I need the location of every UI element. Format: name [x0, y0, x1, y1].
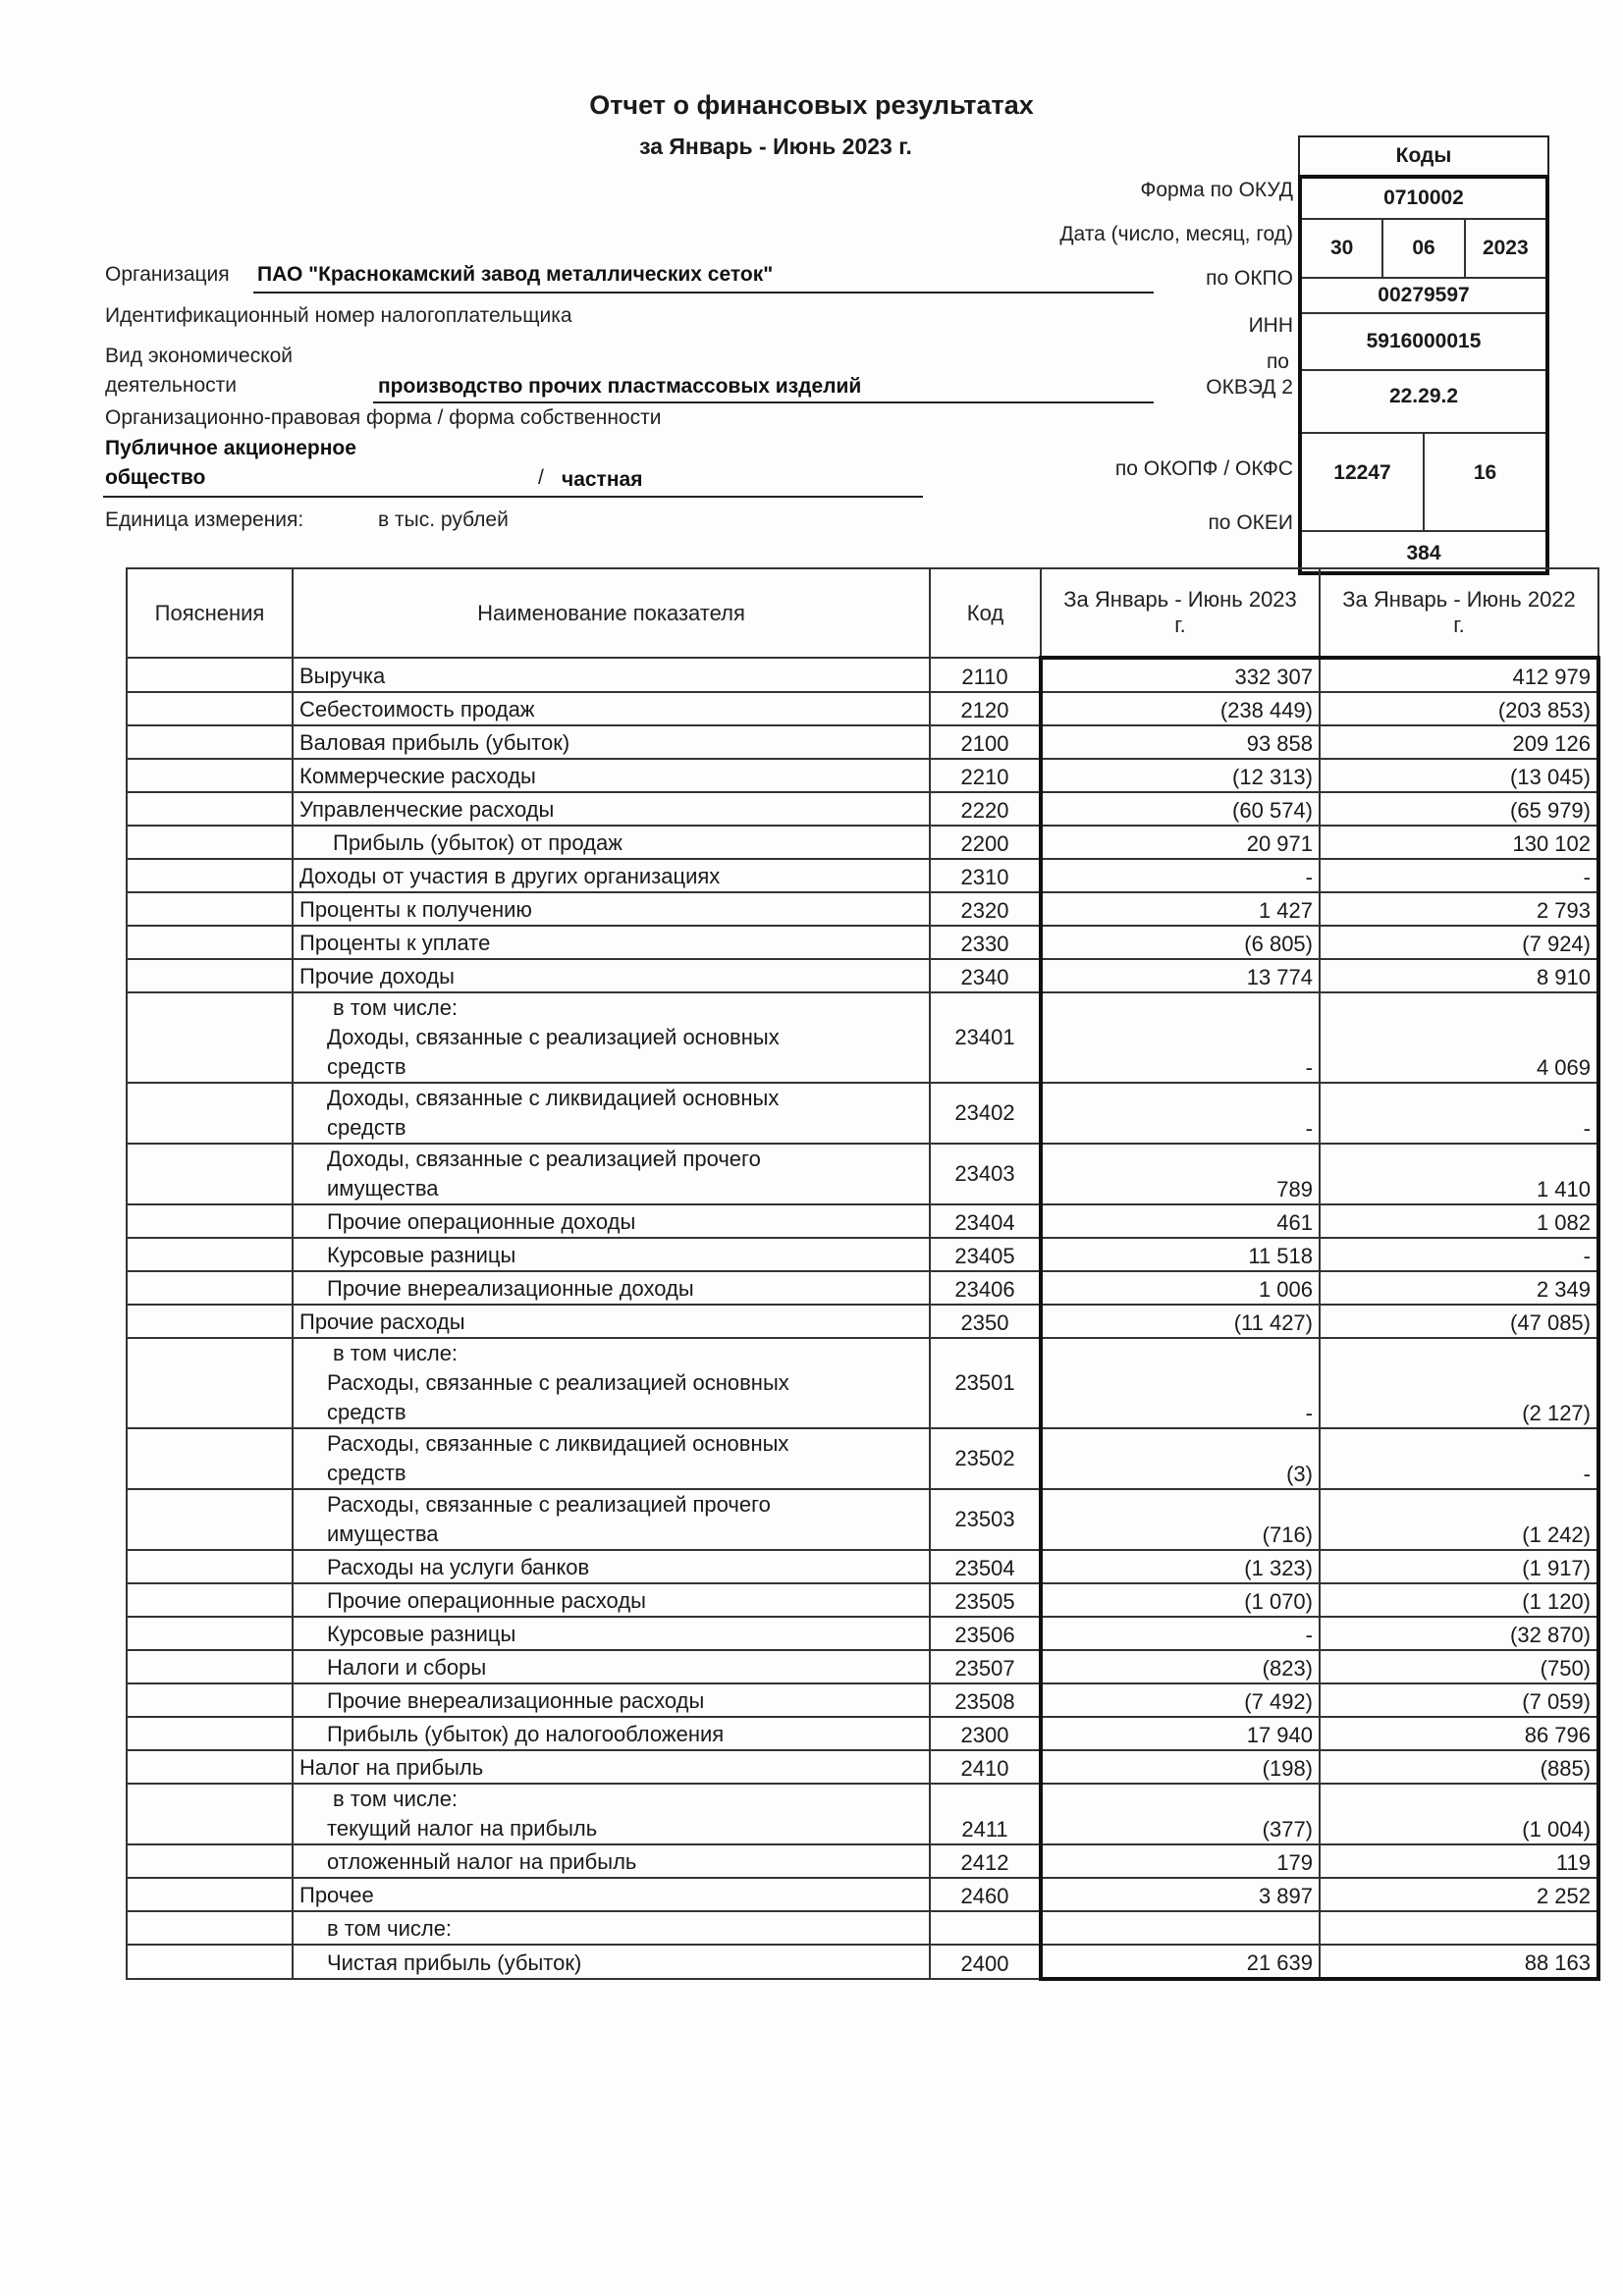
row-note [127, 1683, 293, 1717]
table-row [127, 1238, 1598, 1271]
table-row [127, 1683, 1598, 1717]
row-name-line: Доходы, связанные с ликвидацией основных [327, 1086, 780, 1110]
row-code: 2120 [930, 692, 1041, 725]
financial-results-table [126, 567, 1600, 1981]
row-name-text: Прочие внереализационные расходы [327, 1688, 705, 1713]
org-label: Организация [105, 263, 230, 286]
row-code: 23402 [930, 1083, 1041, 1144]
row-value-2023: (12 313) [1041, 759, 1320, 792]
row-note [127, 1271, 293, 1305]
row-value-2022: 1 082 [1320, 1204, 1598, 1238]
row-value-2022 [1320, 1911, 1598, 1945]
table-row [127, 658, 1598, 692]
okei-row [1302, 532, 1545, 571]
table-row [127, 1489, 1598, 1550]
row-value-2023: (60 574) [1041, 792, 1320, 826]
table-row [127, 1717, 1598, 1750]
row-value-2023: 13 774 [1041, 959, 1320, 992]
table-row [127, 1083, 1598, 1144]
row-prefix: в том числе: [333, 995, 459, 1020]
row-code: 23502 [930, 1428, 1041, 1489]
table-row [127, 1750, 1598, 1784]
row-name-text: Чистая прибыль (убыток) [327, 1950, 582, 1975]
row-name [293, 1911, 930, 1945]
row-value-2022: 8 910 [1320, 959, 1598, 992]
row-code: 2410 [930, 1750, 1041, 1784]
row-value-2022: - [1320, 1428, 1598, 1489]
row-name [293, 1750, 930, 1784]
row-value-2023: - [1041, 1083, 1320, 1144]
row-note [127, 1338, 293, 1428]
table-row [127, 792, 1598, 826]
date-label: Дата (число, месяц, год) [1059, 223, 1293, 245]
row-value-2022: (47 085) [1320, 1305, 1598, 1338]
row-name-text: в том числе: [327, 1916, 453, 1941]
report-title: Отчет о финансовых результатах [589, 90, 1034, 120]
table-header [127, 568, 1598, 658]
row-note [127, 1844, 293, 1878]
row-value-2023: 3 897 [1041, 1878, 1320, 1911]
row-name-line: Доходы, связанные с реализацией основных [327, 1025, 780, 1049]
okud-label: Форма по ОКУД [1140, 179, 1293, 201]
row-name-line: Расходы, связанные с ликвидацией основных [327, 1431, 789, 1456]
row-code: 2220 [930, 792, 1041, 826]
row-code: 23503 [930, 1489, 1041, 1550]
row-note [127, 1083, 293, 1144]
row-name-text: Выручка [299, 664, 386, 688]
row-name-text: Прочие внереализационные доходы [327, 1276, 694, 1301]
row-name-text: Налоги и сборы [327, 1655, 487, 1680]
okfs-value: 16 [1423, 434, 1545, 530]
row-name [293, 658, 930, 692]
row-note [127, 859, 293, 892]
col-2023: За Январь - Июнь 2023 г. [1041, 568, 1320, 658]
row-name [293, 1305, 930, 1338]
row-code: 2300 [930, 1717, 1041, 1750]
row-name-text: Проценты к уплате [299, 931, 491, 955]
inn-row [1302, 314, 1545, 371]
opf-separator: / [538, 466, 544, 489]
row-value-2023: - [1041, 992, 1320, 1083]
row-note [127, 1878, 293, 1911]
table-row [127, 1784, 1598, 1844]
row-value-2022: 2 793 [1320, 892, 1598, 926]
row-value-2022: 2 252 [1320, 1878, 1598, 1911]
row-code: 2200 [930, 826, 1041, 859]
table-row [127, 725, 1598, 759]
activity-label-2: деятельности [105, 374, 237, 397]
row-code: 23405 [930, 1238, 1041, 1271]
row-name [293, 1784, 930, 1844]
table-row [127, 1271, 1598, 1305]
row-name [293, 1844, 930, 1878]
row-value-2023: (3) [1041, 1428, 1320, 1489]
row-value-2023: - [1041, 859, 1320, 892]
row-value-2022: 88 163 [1320, 1945, 1598, 1979]
row-name-text: Прочие расходы [299, 1309, 465, 1334]
row-value-2023: (377) [1041, 1784, 1320, 1844]
row-value-2022: - [1320, 1238, 1598, 1271]
row-note [127, 826, 293, 859]
row-value-2022: 119 [1320, 1844, 1598, 1878]
row-name [293, 1717, 930, 1750]
row-name-text: Прочие операционные доходы [327, 1209, 636, 1234]
row-value-2023: (1 070) [1041, 1583, 1320, 1617]
row-name [293, 926, 930, 959]
row-name [293, 892, 930, 926]
row-code [930, 1911, 1041, 1945]
ownership-value: частная [562, 468, 643, 491]
row-name [293, 1550, 930, 1583]
row-name-line: Доходы, связанные с реализацией прочего [327, 1147, 761, 1171]
row-note [127, 1144, 293, 1204]
row-name [293, 959, 930, 992]
row-note [127, 959, 293, 992]
okpo-row [1302, 279, 1545, 314]
row-note [127, 759, 293, 792]
row-value-2023: 20 971 [1041, 826, 1320, 859]
row-value-2022: (13 045) [1320, 759, 1598, 792]
table-row [127, 1550, 1598, 1583]
row-code: 23404 [930, 1204, 1041, 1238]
row-value-2023: (1 323) [1041, 1550, 1320, 1583]
table-row [127, 992, 1598, 1083]
row-note [127, 792, 293, 826]
row-value-2023: 93 858 [1041, 725, 1320, 759]
table-row [127, 1878, 1598, 1911]
unit-value: в тыс. рублей [378, 508, 509, 531]
row-name-text: Проценты к получению [299, 897, 532, 922]
okopf-row [1302, 434, 1545, 532]
row-code: 2310 [930, 859, 1041, 892]
row-code: 2210 [930, 759, 1041, 792]
row-note [127, 725, 293, 759]
row-name [293, 1238, 930, 1271]
row-value-2022: 209 126 [1320, 725, 1598, 759]
row-name [293, 1945, 930, 1979]
row-name-line: Расходы, связанные с реализацией прочего [327, 1492, 771, 1517]
row-value-2023: 789 [1041, 1144, 1320, 1204]
row-note [127, 1911, 293, 1945]
row-note [127, 892, 293, 926]
row-note [127, 1550, 293, 1583]
row-name-text: Доходы от участия в других организациях [299, 864, 721, 888]
row-name-line: средств [327, 1054, 406, 1079]
row-name-text: Прибыль (убыток) до налогообложения [327, 1722, 725, 1746]
row-code: 23403 [930, 1144, 1041, 1204]
row-name [293, 692, 930, 725]
table-row [127, 1650, 1598, 1683]
row-code: 23406 [930, 1271, 1041, 1305]
row-note [127, 926, 293, 959]
row-note [127, 1945, 293, 1979]
row-code: 2411 [930, 1784, 1041, 1844]
table-row [127, 1844, 1598, 1878]
row-note [127, 692, 293, 725]
row-name-line: средств [327, 1400, 406, 1424]
row-name-text: Расходы на услуги банков [327, 1555, 590, 1579]
row-value-2022: 1 410 [1320, 1144, 1598, 1204]
row-note [127, 1428, 293, 1489]
row-value-2023: 11 518 [1041, 1238, 1320, 1271]
row-name-text: Прибыль (убыток) от продаж [333, 830, 622, 855]
unit-label: Единица измерения: [105, 508, 304, 531]
okud-row [1302, 179, 1545, 220]
row-value-2023: 1 427 [1041, 892, 1320, 926]
table-row [127, 1911, 1598, 1945]
table-row [127, 926, 1598, 959]
okei-value: 384 [1406, 542, 1441, 564]
row-value-2023: (198) [1041, 1750, 1320, 1784]
row-name-text: Валовая прибыль (убыток) [299, 730, 570, 755]
col-2022: За Январь - Июнь 2022 г. [1320, 568, 1598, 658]
opf-label: Организационно-правовая форма / форма собственности [105, 406, 662, 429]
okved-row [1302, 371, 1545, 434]
row-value-2023: - [1041, 1338, 1320, 1428]
row-name-line: имущества [327, 1522, 439, 1546]
row-value-2023: 179 [1041, 1844, 1320, 1878]
row-value-2022: (7 924) [1320, 926, 1598, 959]
col-code: Код [930, 568, 1041, 658]
row-name [293, 1683, 930, 1717]
okopf-value: 12247 [1333, 461, 1391, 484]
row-code: 2320 [930, 892, 1041, 926]
row-note [127, 1617, 293, 1650]
row-code: 2412 [930, 1844, 1041, 1878]
okopf-label: по ОКОПФ / ОКФС [1114, 457, 1293, 480]
row-value-2023: (716) [1041, 1489, 1320, 1550]
row-name [293, 1144, 930, 1204]
row-note [127, 992, 293, 1083]
row-note [127, 1238, 293, 1271]
date-month: 06 [1381, 220, 1463, 277]
row-code: 23508 [930, 1683, 1041, 1717]
table-row [127, 1305, 1598, 1338]
opf-value-1: Публичное акционерное [105, 437, 356, 459]
org-underline [253, 292, 1154, 294]
row-name [293, 1428, 930, 1489]
row-name-line: Расходы, связанные с реализацией основных [327, 1370, 789, 1395]
row-code: 2110 [930, 658, 1041, 692]
row-value-2022: (203 853) [1320, 692, 1598, 725]
row-value-2023 [1041, 1911, 1320, 1945]
row-name [293, 1583, 930, 1617]
row-name-line: имущества [327, 1176, 439, 1201]
row-name-line: средств [327, 1115, 406, 1140]
row-value-2023: 21 639 [1041, 1945, 1320, 1979]
row-note [127, 1305, 293, 1338]
table-row [127, 1945, 1598, 1979]
row-name [293, 725, 930, 759]
activity-underline [373, 401, 1154, 403]
row-value-2022: (1 242) [1320, 1489, 1598, 1550]
table-row [127, 1204, 1598, 1238]
row-name [293, 1204, 930, 1238]
table-row [127, 1617, 1598, 1650]
row-value-2022: 86 796 [1320, 1717, 1598, 1750]
date-row [1302, 220, 1545, 279]
row-code: 2400 [930, 1945, 1041, 1979]
row-value-2022: (1 917) [1320, 1550, 1598, 1583]
row-value-2023: 461 [1041, 1204, 1320, 1238]
row-name [293, 992, 930, 1083]
row-name-text: текущий налог на прибыль [327, 1816, 598, 1841]
codes-box [1298, 135, 1549, 575]
row-code: 23501 [930, 1338, 1041, 1428]
activity-value: производство прочих пластмассовых изделий [378, 375, 862, 398]
row-name-line: средств [327, 1461, 406, 1485]
row-name-text: Курсовые разницы [327, 1622, 516, 1646]
row-name-text: Прочее [299, 1883, 374, 1907]
date-year: 2023 [1464, 220, 1545, 277]
okei-label: по ОКЕИ [1208, 511, 1293, 534]
row-value-2022: (1 120) [1320, 1583, 1598, 1617]
okved-value: 22.29.2 [1388, 385, 1459, 407]
row-name [293, 1489, 930, 1550]
row-value-2022: 130 102 [1320, 826, 1598, 859]
table-row [127, 1338, 1598, 1428]
row-note [127, 1204, 293, 1238]
row-value-2022: (7 059) [1320, 1683, 1598, 1717]
row-name [293, 859, 930, 892]
table-row [127, 859, 1598, 892]
table-row [127, 1583, 1598, 1617]
col-notes: Пояснения [127, 568, 293, 658]
row-note [127, 1650, 293, 1683]
row-value-2023: (7 492) [1041, 1683, 1320, 1717]
row-name [293, 1083, 930, 1144]
row-value-2022: (885) [1320, 1750, 1598, 1784]
okpo-label: по ОКПО [1206, 267, 1293, 290]
table-row [127, 759, 1598, 792]
row-value-2023: (238 449) [1041, 692, 1320, 725]
row-prefix: в том числе: [333, 1341, 459, 1365]
row-code: 2100 [930, 725, 1041, 759]
table-row [127, 826, 1598, 859]
row-value-2023: (6 805) [1041, 926, 1320, 959]
table-row [127, 892, 1598, 926]
row-note [127, 1717, 293, 1750]
row-name-text: Курсовые разницы [327, 1243, 516, 1267]
row-value-2022: - [1320, 1083, 1598, 1144]
row-value-2022: - [1320, 859, 1598, 892]
row-code: 2350 [930, 1305, 1041, 1338]
row-name-text: Прочие операционные расходы [327, 1588, 646, 1613]
table-row [127, 1428, 1598, 1489]
table-row [127, 692, 1598, 725]
okved-label-1: по [1266, 350, 1289, 373]
table-row [127, 1144, 1598, 1204]
row-code: 2460 [930, 1878, 1041, 1911]
row-value-2022: (1 004) [1320, 1784, 1598, 1844]
date-day: 30 [1329, 237, 1354, 259]
row-name [293, 759, 930, 792]
okved-label-2: ОКВЭД 2 [1206, 376, 1293, 399]
row-code: 2330 [930, 926, 1041, 959]
org-name: ПАО "Краснокамский завод металлических сеток" [257, 263, 774, 286]
row-name [293, 1338, 930, 1428]
row-code: 23506 [930, 1617, 1041, 1650]
row-code: 23505 [930, 1583, 1041, 1617]
row-code: 2340 [930, 959, 1041, 992]
row-prefix: в том числе: [333, 1787, 459, 1811]
codes-title: Коды [1298, 135, 1549, 175]
row-name [293, 1878, 930, 1911]
row-value-2023: (11 427) [1041, 1305, 1320, 1338]
row-name-text: отложенный налог на прибыль [327, 1849, 637, 1874]
activity-label-1: Вид экономической [105, 345, 294, 367]
row-name-text: Себестоимость продаж [299, 697, 535, 721]
row-value-2023: 1 006 [1041, 1271, 1320, 1305]
opf-underline [103, 496, 923, 498]
row-code: 23507 [930, 1650, 1041, 1683]
report-period: за Январь - Июнь 2023 г. [639, 133, 912, 159]
col-name: Наименование показателя [293, 568, 930, 658]
inn-label: Идентификационный номер налогоплательщика [105, 304, 572, 327]
row-name [293, 1617, 930, 1650]
row-value-2023: (823) [1041, 1650, 1320, 1683]
row-value-2022: 2 349 [1320, 1271, 1598, 1305]
row-name [293, 792, 930, 826]
row-value-2022: (32 870) [1320, 1617, 1598, 1650]
row-name-text: Управленческие расходы [299, 797, 555, 822]
row-value-2022: 412 979 [1320, 658, 1598, 692]
row-note [127, 658, 293, 692]
row-note [127, 1750, 293, 1784]
row-value-2022: 4 069 [1320, 992, 1598, 1083]
row-note [127, 1784, 293, 1844]
row-note [127, 1583, 293, 1617]
row-code: 23401 [930, 992, 1041, 1083]
opf-value-2: общество [105, 466, 206, 489]
row-name [293, 826, 930, 859]
row-note [127, 1489, 293, 1550]
okpo-value: 00279597 [1378, 284, 1470, 306]
row-value-2023: 17 940 [1041, 1717, 1320, 1750]
inn-code-label: ИНН [1248, 314, 1293, 337]
row-value-2022: (2 127) [1320, 1338, 1598, 1428]
row-value-2022: (750) [1320, 1650, 1598, 1683]
row-code: 23504 [930, 1550, 1041, 1583]
row-name [293, 1271, 930, 1305]
row-name [293, 1650, 930, 1683]
row-name-text: Коммерческие расходы [299, 764, 536, 788]
row-name-text: Налог на прибыль [299, 1755, 484, 1780]
row-name-text: Прочие доходы [299, 964, 455, 988]
inn-value: 5916000015 [1366, 330, 1482, 352]
table-row [127, 959, 1598, 992]
row-value-2023: - [1041, 1617, 1320, 1650]
row-value-2022: (65 979) [1320, 792, 1598, 826]
okud-value: 0710002 [1383, 187, 1464, 209]
row-value-2023: 332 307 [1041, 658, 1320, 692]
